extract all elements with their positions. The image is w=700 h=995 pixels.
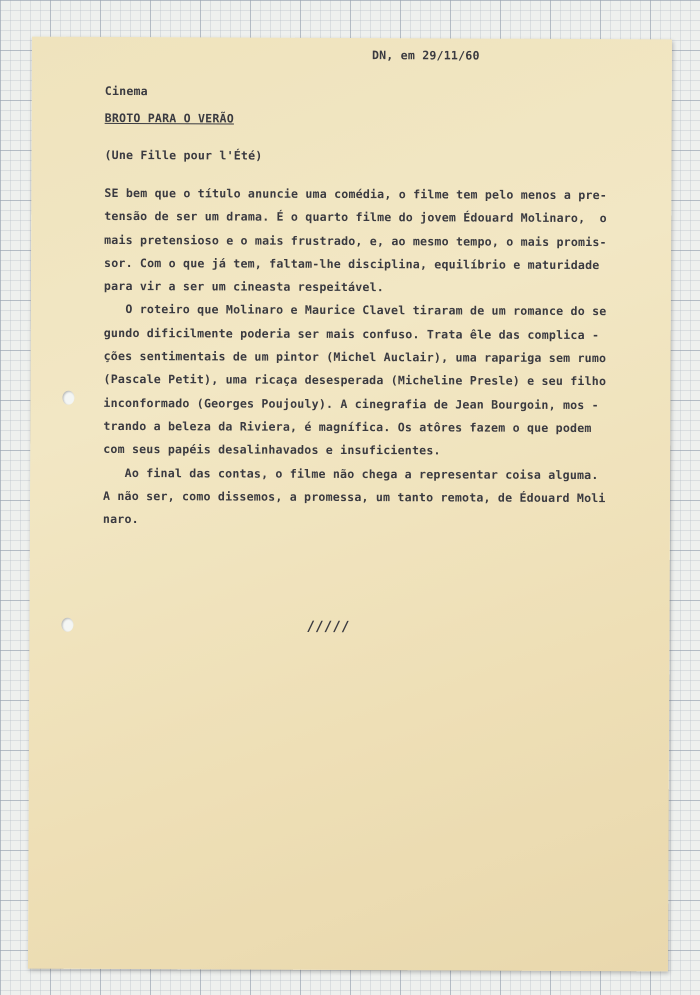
punch-hole	[61, 618, 73, 632]
body-line: mais pretensioso e o mais frustrado, e, ao mesmo tempo, o mais promis-	[104, 232, 607, 249]
typewritten-page	[28, 37, 672, 972]
body-line: para vir a ser um cineasta respeitável.	[103, 279, 385, 295]
review-title: BROTO PARA O VERÃO	[104, 110, 234, 126]
punch-hole	[62, 391, 74, 405]
body-line: gundo dificilmente poderia ser mais confuso. Trata êle das complica -	[103, 325, 600, 342]
body-line: com seus papéis desalinhavados e insuficientes.	[103, 442, 441, 458]
body-line: A não ser, como dissemos, a promessa, um tanto remota, de Édouard Moli	[103, 488, 606, 505]
body-line: ções sentimentais de um pintor (Michel Auclair), uma rapariga sem rumo	[103, 349, 607, 366]
body-line: tensão de ser um drama. É o quarto filme do jovem Édouard Molinaro, o	[104, 209, 607, 226]
body-line: inconformado (Georges Poujouly). A cinegrafia de Jean Bourgoin, mos -	[103, 395, 599, 412]
body-line: O roteiro que Molinaro e Maurice Clavel tiraram de um romance do se	[103, 302, 607, 319]
section-label: Cinema	[104, 83, 148, 99]
review-body	[103, 182, 637, 534]
body-line: naro.	[102, 512, 139, 527]
body-line: sor. Com o que já tem, faltam-lhe disciplina, equilíbrio e maturidade	[104, 255, 600, 272]
body-line: trando a beleza da Riviera, é magnífica. Os atôres fazem o que podem	[103, 418, 592, 436]
dateline: DN, em 29/11/60	[371, 48, 480, 63]
body-line: (Pascale Petit), uma ricaça desesperada (Micheline Presle) e seu filho	[103, 372, 607, 389]
original-title: (Une Fille pour l'Été)	[104, 147, 263, 163]
end-mark: /////	[306, 618, 350, 635]
body-line: SE bem que o título anuncie uma comédia, o filme tem pelo menos a pre-	[104, 185, 607, 203]
body-line: Ao final das contas, o filme não chega a representar coisa alguma.	[103, 465, 599, 482]
